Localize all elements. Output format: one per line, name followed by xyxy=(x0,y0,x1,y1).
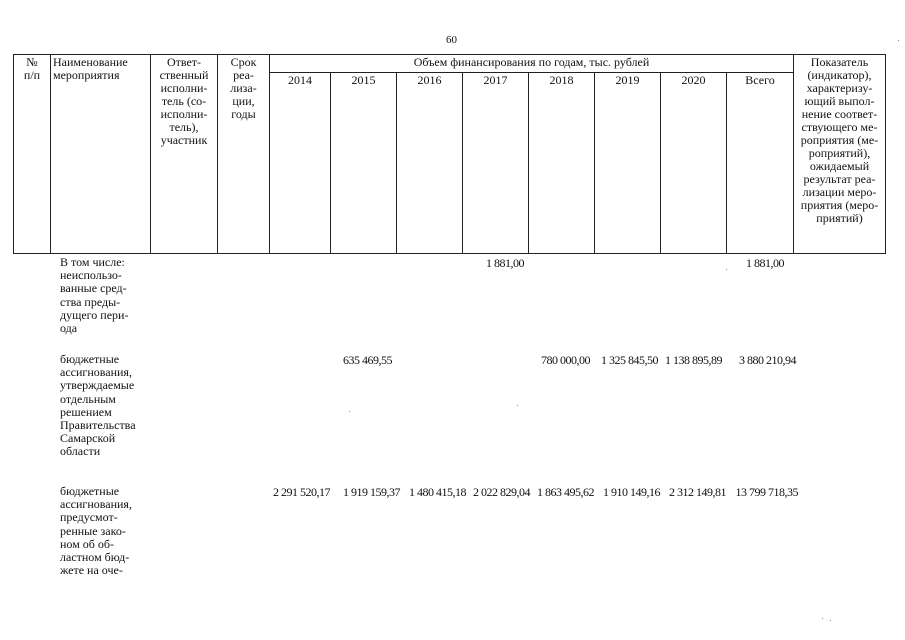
cell-2018: 1 863 495,62 xyxy=(537,485,594,499)
cell-2019: 1 910 149,16 xyxy=(603,485,660,499)
scan-speck xyxy=(830,620,831,621)
year-header: 2016 xyxy=(397,73,463,254)
cell-2020: 2 312 149,81 xyxy=(669,485,726,499)
header-name: Наименование мероприятия xyxy=(51,55,151,254)
cell-2015: 1 919 159,37 xyxy=(343,485,400,499)
header-responsible: Ответ- ственный исполни- тель (со- исполни- тель), участник xyxy=(151,55,218,254)
page-number: 60 xyxy=(446,34,457,46)
cell-2016: 1 480 415,18 xyxy=(409,485,466,499)
header-term: Срок реа- лиза- ции, годы xyxy=(218,55,270,254)
year-header: 2014 xyxy=(270,73,331,254)
cell-total: 3 880 210,94 xyxy=(739,353,796,367)
cell-2020: 1 138 895,89 xyxy=(665,353,722,367)
row-name: бюджетные ассигнования, предусмот- ренные зако- ном об об- ластном бюд- жете на оче- xyxy=(60,484,132,578)
header-num: № п/п xyxy=(14,55,51,254)
scan-speck xyxy=(822,618,823,619)
cell-total: 13 799 718,35 xyxy=(735,485,798,499)
year-header: 2018 xyxy=(529,73,595,254)
header-indicator: Показатель (индикатор), характеризу- ющий выпол- нение соответ- ствующего ме- роприятия (ме- роприятий), ожидаемый результат реа- лизации меро- приятия (меро- приятий) xyxy=(794,55,886,254)
row-name: бюджетные ассигнования, утверждаемые отдельным решением Правительства Самарской области xyxy=(60,352,136,459)
cell-2014: 2 291 520,17 xyxy=(273,485,330,499)
scan-speck xyxy=(349,411,350,412)
year-header: 2017 xyxy=(463,73,529,254)
year-header: 2015 xyxy=(331,73,397,254)
scan-speck xyxy=(726,269,727,270)
scan-speck xyxy=(517,405,518,406)
cell-2019: 1 325 845,50 xyxy=(601,353,658,367)
scan-speck xyxy=(898,40,899,41)
total-header: Всего xyxy=(727,73,794,254)
cell-2017: 2 022 829,04 xyxy=(473,485,530,499)
header-funding: Объем финансирования по годам, тыс. рублей xyxy=(270,55,794,73)
cell-2018: 780 000,00 xyxy=(541,353,590,367)
cell-2015: 635 469,55 xyxy=(343,353,392,367)
row-name: В том числе: неиспользо- ванные сред- ства преды- дущего пери- ода xyxy=(60,255,129,336)
year-header: 2019 xyxy=(595,73,661,254)
cell-total: 1 881,00 xyxy=(746,256,784,270)
year-header: 2020 xyxy=(661,73,727,254)
cell-2017: 1 881,00 xyxy=(486,256,524,270)
